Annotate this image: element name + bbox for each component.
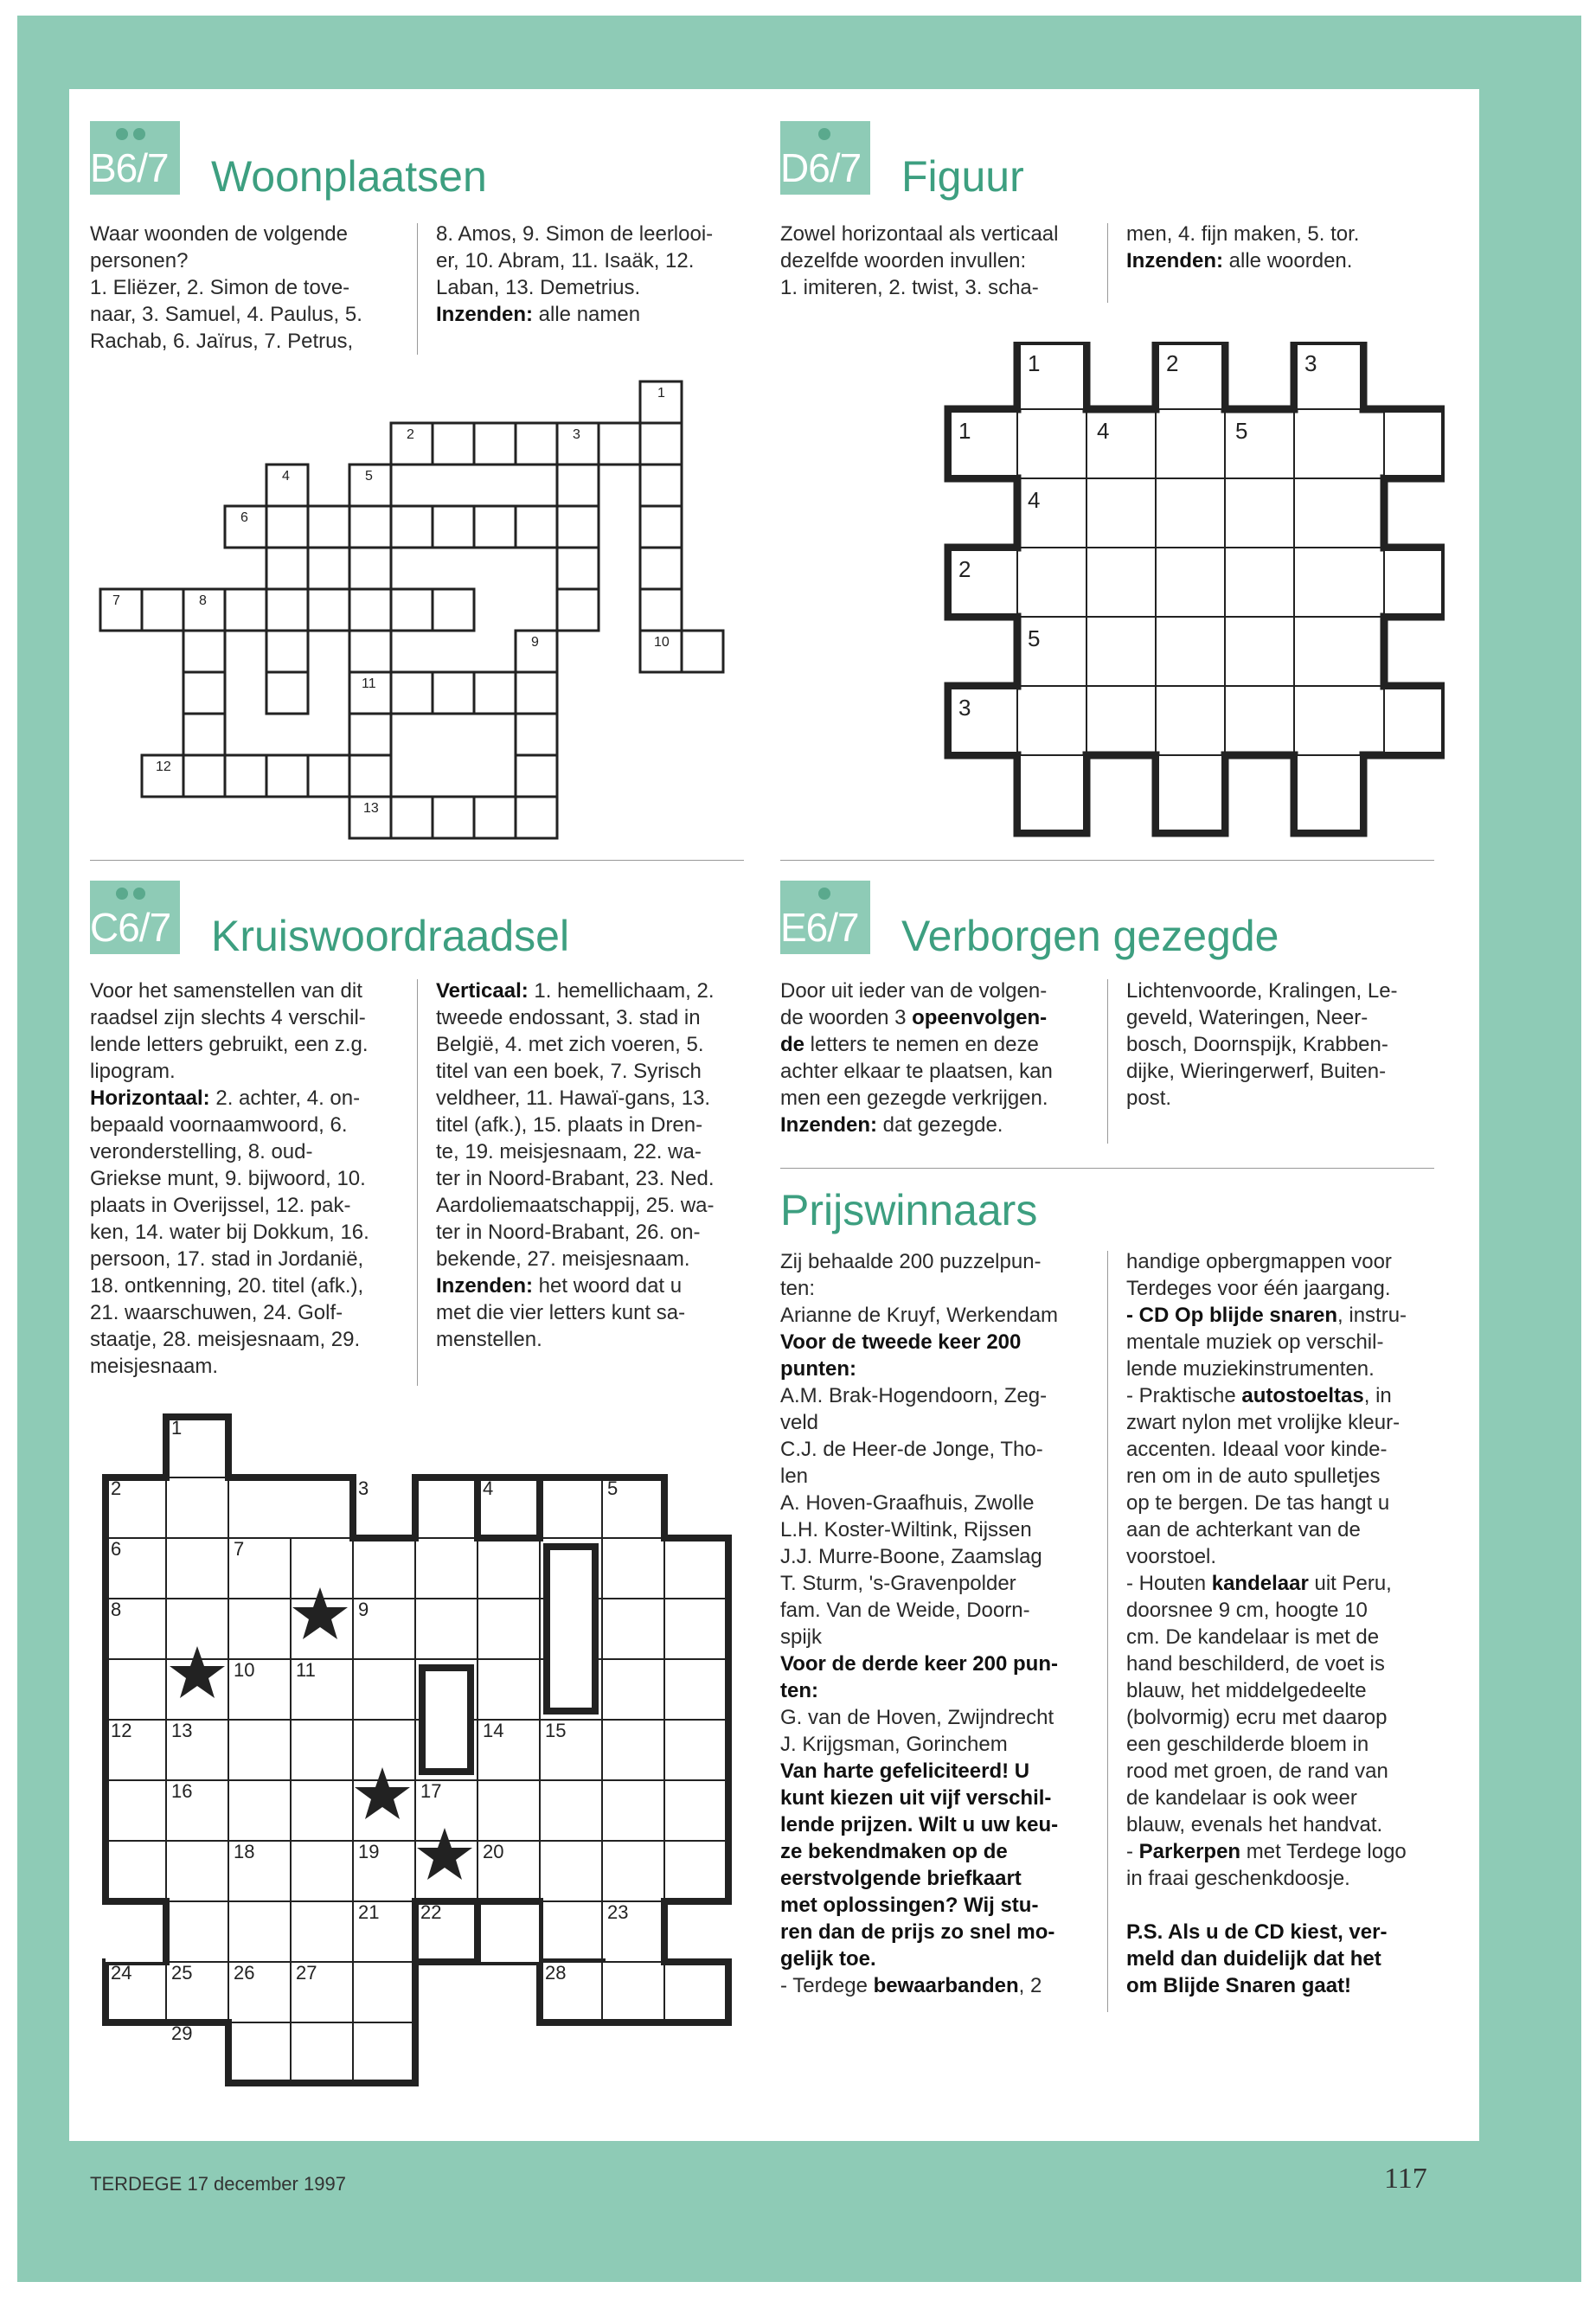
clue-number: 9 [531,635,539,650]
clue-number: 1 [657,386,665,401]
e6-text-col1: Door uit ieder van de volgen- de woorden 3 opeenvolgen- de letters te nemen en deze achter elkaar te plaatsen, kan men een gezegde verkrijgen. Inzenden: dat gezegde. [780,979,1053,1137]
b6-text-col2: 8. Amos, 9. Simon de leerlooi- er, 10. Abram, 11. Isaäk, 12. Laban, 13. Demetrius. Inzenden: alle namen [436,222,714,326]
page-number: 117 [1384,2163,1427,2195]
difficulty-dots-icon [818,888,830,900]
section-tag [90,881,180,954]
section-title: Verborgen gezegde [901,912,1279,960]
c6-text-col2: Verticaal: 1. hemellichaam, 2. tweede endossant, 3. stad in België, 4. met zich voeren, 5. titel van een boek, 7. Syrisch veldheer, 11. Hawaï-gans, 13. titel (afk.), 15. plaats in Dren- te, 19. meisjesnaam, 22. wa- ter in Noord-Brabant, 23. Ned. Aardoliemaatschappij, 25. wa- ter in Noord-Brabant, 26. on- bekende, 27. meisjesnaam. Inzenden: het woord dat u met die vier letters kunt sa- menstellen. [436,979,715,1351]
clue-number: 3 [1304,350,1317,376]
clue-number: 8 [199,593,207,608]
clue-number: 7 [234,1538,245,1560]
clue-number: 17 [420,1780,442,1802]
b6-crossword-grid [87,368,744,852]
clue-number: 3 [573,427,580,442]
clue-number: 2 [111,1477,122,1499]
clue-number: 4 [282,469,290,484]
footer-publication: TERDEGE 17 december 1997 [90,2173,346,2195]
d6-text-col1: Zowel horizontaal als verticaal dezelfde woorden invullen: 1. imiteren, 2. twist, 3. scha- [780,222,1059,299]
section-code: D6/7 [780,145,862,190]
clue-number: 3 [358,1477,369,1499]
e6-text-col2: Lichtenvoorde, Kralingen, Le- geveld, Wateringen, Neer- bosch, Doornspijk, Krabben- dijke, Wieringerwerf, Buiten- post. [1126,979,1398,1110]
c6-text-col1: Voor het samenstellen van dit raadsel zijn slechts 4 verschil- lende letters gebruikt, een z.g. lipogram. Horizontaal: 2. achter, 4. on- bepaald voornaamwoord, 6. veronderstelling, 8. oud- Griekse munt, 9. bijwoord, 10. plaats in Overijssel, 12. pak- ken, 14. water bij Dokkum, 16. persoon, 17. stad in Jordanië, 18. ontkenning, 20. titel (afk.), 21. waarschuwen, 24. Golf- staatje, 28. meisjesnaam, 29. meisjesnaam. [90,979,369,1378]
clue-number: 3 [958,695,971,721]
section-code: E6/7 [780,905,859,950]
section-e6 [780,881,1438,960]
difficulty-dots-icon [818,128,830,140]
clue-number: 1 [1028,350,1041,376]
clue-number: 5 [1028,625,1041,651]
section-title: Woonplaatsen [211,152,487,201]
clue-number: 7 [112,593,120,608]
section-c6 [90,881,747,960]
d6-figure-grid [943,342,1445,843]
section-divider [90,860,744,861]
clue-number: 10 [654,635,670,650]
clue-number: 8 [111,1599,122,1620]
clue-number: 13 [363,801,379,816]
prize-col1: Zij behaalde 200 puzzelpun- ten: Arianne de Kruyf, Werkendam Voor de tweede keer 200 punten: A.M. Brak-Hogendoorn, Zeg- veld C.J. de Heer-de Jonge, Tho- len A. Hoven-Graafhuis, Zwolle L.H. Koster-Wiltink, Rijssen J.J. Murre-Boone, Zaamslag T. Sturm, 's-Gravenpolder fam. Van de Weide, Doorn- spijk Voor de derde keer 200 pun- ten: G. van de Hoven, Zwijndrecht J. Krijgsman, Gorinchem Van harte gefeliciteerd! U kunt kiezen uit vijf verschil- lende prijzen. Wilt u uw keu- ze bekendmaken op de eerstvolgende briefkaart met oplossingen? Wij stu- ren dan de prijs zo snel mo- gelijk toe. - Terdege bewaarbanden, 2 [780,1250,1059,1997]
clue-number: 24 [111,1962,132,1984]
clue-number: 26 [234,1962,255,1984]
clue-number: 21 [358,1901,380,1923]
clue-number: 19 [358,1841,380,1862]
clue-number: 4 [483,1477,494,1499]
column-divider [417,979,418,1386]
difficulty-dots-icon [116,888,145,900]
clue-number: 13 [171,1720,193,1741]
clue-number: 1 [171,1417,183,1439]
clue-number: 15 [545,1720,567,1741]
clue-number: 9 [358,1599,369,1620]
clue-number: 28 [545,1962,567,1984]
clue-number: 5 [1235,418,1248,444]
column-divider [417,223,418,355]
clue-number: 5 [607,1477,619,1499]
clue-number: 16 [171,1780,193,1802]
clue-number: 27 [296,1962,317,1984]
d6-text-col2: men, 4. fijn maken, 5. tor. Inzenden: alle woorden. [1126,222,1360,272]
section-divider [780,860,1434,861]
clue-number: 23 [607,1901,629,1923]
clue-number: 2 [1166,350,1179,376]
clue-number: 10 [234,1659,255,1681]
clue-number: 11 [296,1659,316,1681]
clue-number: 1 [958,418,971,444]
clue-number: 4 [1097,418,1110,444]
prize-col2: handige opbergmappen voor Terdeges voor één jaargang. - CD Op blijde snaren, instru- mentale muziek op verschil- lende muziekinstrumenten. - Praktische autostoeltas, in zwart nylon met vrolijke kleur- accenten. Ideaal voor kinde- ren om in de auto spulletjes op te bergen. De tas hangt u aan de achterkant van de voorstoel. - Houten kandelaar uit Peru, doorsnee 9 cm, hoogte 10 cm. De kandelaar is met de hand beschilderd, de voet is blauw, het middelgedeelte (bolvormig) ecru met daarop een geschilderde bloem in rood met groen, de rand van de kandelaar is ook weer blauw, evenals het handvat. - Parkerpen met Terdege logo in fraai geschenkdoosje. P.S. Als u de CD kiest, ver- meld dan duidelijk dat het om Blijde Snaren gaat! [1126,1250,1407,1997]
column-divider [1107,1251,1108,2012]
prize-title: Prijswinnaars [780,1186,1038,1234]
section-d6 [780,121,1438,201]
clue-number: 22 [420,1901,442,1923]
section-b6 [90,121,747,201]
section-divider [780,1168,1434,1169]
section-code: C6/7 [90,905,171,950]
clue-number: 18 [234,1841,255,1862]
clue-number: 6 [240,510,248,525]
clue-number: 2 [407,427,414,442]
section-title: Kruiswoordraadsel [211,912,570,960]
column-divider [1107,223,1108,303]
clue-number: 29 [171,2022,193,2044]
clue-number: 20 [483,1841,504,1862]
clue-number: 12 [156,760,171,774]
section-title: Figuur [901,152,1024,201]
clue-number: 25 [171,1962,193,1984]
clue-number: 14 [483,1720,504,1741]
section-tag [780,881,870,954]
clue-number: 12 [111,1720,132,1741]
section-code: B6/7 [90,145,169,190]
clue-number: 11 [362,676,376,691]
section-tag [90,121,180,195]
difficulty-dots-icon [116,128,145,140]
clue-number: 5 [365,469,373,484]
clue-number: 6 [111,1538,122,1560]
b6-text-col1: Waar woonden de volgende personen? 1. Eliëzer, 2. Simon de tove- naar, 3. Samuel, 4. Paulus, 5. Rachab, 6. Jaïrus, 7. Petrus, [90,222,362,353]
clue-number: 4 [1028,487,1041,513]
clue-number: 2 [958,556,971,582]
c6-crossword-grid [97,1408,737,2100]
column-divider [1107,979,1108,1144]
section-tag [780,121,870,195]
